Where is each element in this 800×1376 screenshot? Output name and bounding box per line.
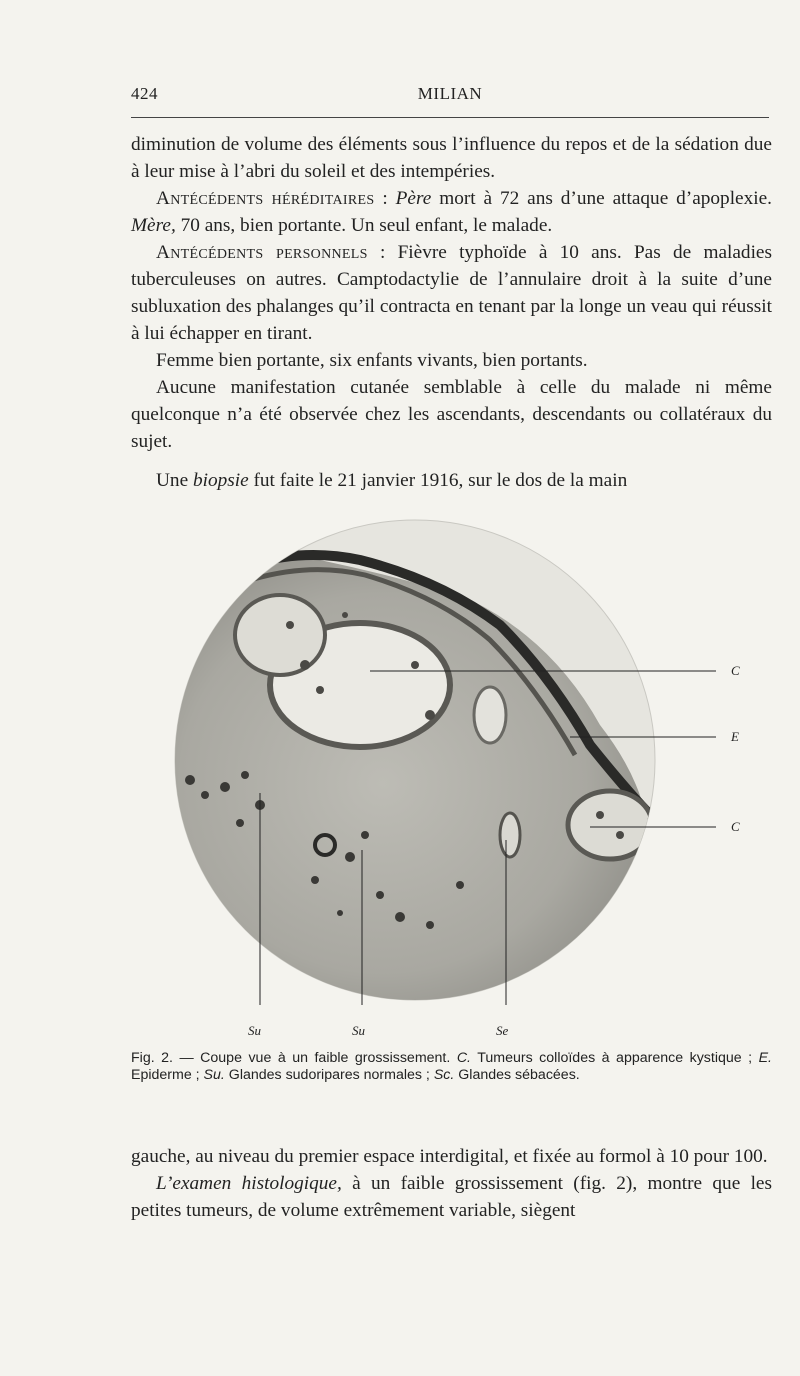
figure-caption: Fig. 2. — Coupe vue à un faible grossissement. C. Tumeurs colloïdes à apparence kystique ; E. Epiderme ; Su. Glandes sudoripares normales ; Sc. Glandes sébacées. (131, 1050, 772, 1083)
body-text-bottom (131, 1143, 772, 1224)
sebaceous-gland (500, 813, 520, 857)
section-label: Antécédents héréditaires (156, 188, 375, 209)
micrograph-figure (130, 505, 770, 1045)
emphasis-mere: Mère, (131, 215, 176, 236)
paragraph-manifestation: Aucune manifestation cutanée semblable à celle du malade ni même quelconque n’a été observée chez les ascendants, descendants ou collatéraux du sujet. (131, 377, 772, 452)
emphasis-examen: L’examen histologique, (156, 1173, 342, 1194)
label-e: E (731, 729, 739, 744)
paragraph-gauche: gauche, au niveau du premier espace interdigital, et fixée au formol à 10 pour 100. (131, 1146, 768, 1167)
paragraph-antecedents-personnels: Antécédents personnels : Fièvre typhoïde à 10 ans. Pas de maladies tuberculeuses on autres. Camptodactylie de l’annulaire droit à la suite d’une subluxation des phalanges qu’il contracta en tenant par la longe un veau qui réussit à lui échapper en tirant. (131, 242, 772, 344)
label-su-middle: Su (352, 1023, 365, 1038)
emphasis-pere: Père (395, 188, 432, 209)
paragraph-examen: L’examen histologique, à un faible grossissement (fig. 2), montre que les petites tumeurs, de volume extrêmement variable, siègent (131, 1173, 772, 1221)
section-label: Antécédents personnels (156, 242, 368, 263)
page-header (131, 84, 769, 108)
paragraph-continuation: diminution de volume des éléments sous l’influence du repos et de la sédation due à leur mise à l’abri du soleil et des intempéries. (131, 134, 772, 182)
cyst-tumor-small (235, 595, 325, 675)
micrograph-image (130, 505, 770, 1045)
paragraph-antecedents-hereditaires: Antécédents héréditaires : Père mort à 72 ans d’une attaque d’apoplexie. Mère, 70 ans, bien portante. Un seul enfant, le malade. (131, 188, 772, 236)
paragraph-biopsie: Une biopsie fut faite le 21 janvier 1916, sur le dos de la main (156, 470, 628, 491)
label-c-bottom: C (731, 819, 740, 834)
cyst-tumor-right (568, 791, 652, 859)
cyst-tumor-mini (474, 687, 506, 743)
paragraph-femme: Femme bien portante, six enfants vivants, bien portants. (156, 350, 588, 371)
emphasis-biopsie: biopsie (192, 470, 249, 491)
label-su-left: Su (248, 1023, 261, 1038)
running-title: MILIAN (417, 84, 483, 103)
label-c-top: C (731, 663, 740, 678)
body-text-top (131, 131, 772, 455)
label-se: Se (496, 1023, 509, 1038)
header-rule (131, 117, 769, 118)
page-number: 424 (131, 84, 158, 103)
